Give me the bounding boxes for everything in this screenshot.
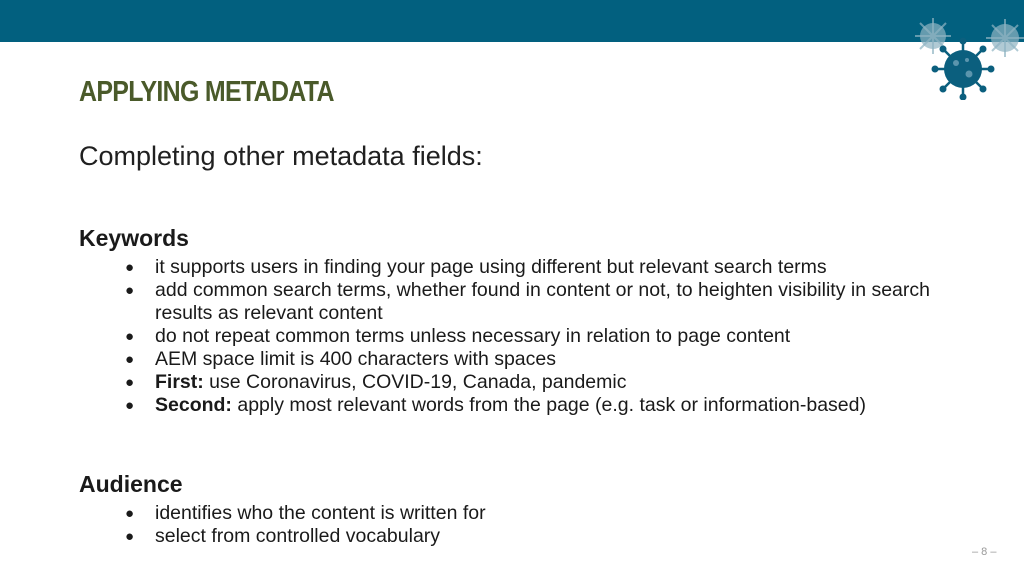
item-text: it supports users in finding your page using different but relevant search terms <box>155 256 827 278</box>
list-item <box>79 394 945 417</box>
item-text: select from controlled vocabulary <box>155 525 441 547</box>
header-bar <box>0 0 1024 42</box>
item-emphasis: Second: <box>155 394 232 416</box>
item-text: AEM space limit is 400 characters with spaces <box>155 348 556 370</box>
audience-section <box>79 471 945 548</box>
audience-heading: Audience <box>79 471 183 497</box>
audience-list <box>79 502 945 548</box>
item-text: use Coronavirus, COVID-19, Canada, pandemic <box>203 371 627 393</box>
list-item <box>79 325 945 348</box>
bullet-icon: ● <box>125 397 135 414</box>
coronavirus-icon <box>905 8 1024 100</box>
slide-subtitle: Completing other metadata fields: <box>79 141 483 171</box>
list-item <box>79 279 945 325</box>
list-item <box>79 525 945 548</box>
keywords-list <box>79 256 945 417</box>
bullet-icon: ● <box>125 259 135 276</box>
item-text: identifies who the content is written for <box>155 502 486 524</box>
slide-title: APPLYING METADATA <box>79 76 334 108</box>
list-item <box>79 256 945 279</box>
item-text: do not repeat common terms unless necessary in relation to page content <box>155 325 791 347</box>
bullet-icon: ● <box>125 505 135 522</box>
page-number: – 8 – <box>972 546 997 558</box>
bullet-icon: ● <box>125 282 135 299</box>
bullet-icon: ● <box>125 374 135 391</box>
keywords-heading: Keywords <box>79 225 189 251</box>
keywords-section <box>79 225 945 417</box>
list-item <box>79 371 945 394</box>
item-text: apply most relevant words from the page (e.g. task or information-based) <box>231 394 866 416</box>
list-item <box>79 348 945 371</box>
list-item <box>79 502 945 525</box>
item-text: add common search terms, whether found in content or not, to heighten visibility in search results as relevant content <box>155 279 930 324</box>
bullet-icon: ● <box>125 351 135 368</box>
item-emphasis: First: <box>155 371 204 393</box>
bullet-icon: ● <box>125 328 135 345</box>
bullet-icon: ● <box>125 528 135 545</box>
